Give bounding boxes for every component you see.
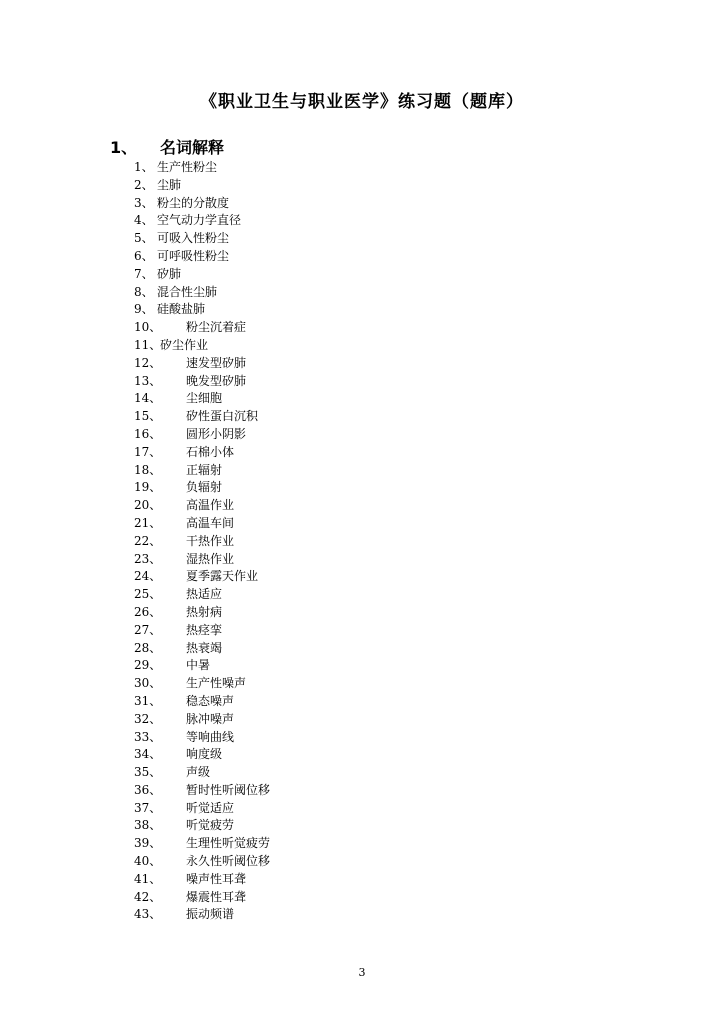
item-label: 热衰竭 bbox=[186, 640, 223, 655]
item-number: 19、 bbox=[134, 480, 162, 495]
list-item bbox=[0, 248, 724, 266]
item-label: 圆形小阴影 bbox=[186, 426, 247, 441]
item-number: 7、 bbox=[134, 266, 154, 281]
list-item bbox=[0, 426, 724, 444]
item-label: 可呼吸性粉尘 bbox=[157, 248, 230, 263]
item-number: 35、 bbox=[134, 765, 162, 780]
list-item bbox=[0, 551, 724, 569]
list-item bbox=[0, 711, 724, 729]
item-number: 26、 bbox=[134, 604, 162, 619]
item-label: 生产性粉尘 bbox=[157, 160, 218, 174]
list-item bbox=[0, 817, 724, 835]
list-item bbox=[0, 800, 724, 818]
item-number: 38、 bbox=[134, 818, 162, 833]
list-item bbox=[0, 586, 724, 604]
list-item bbox=[0, 212, 724, 230]
item-number: 30、 bbox=[134, 676, 162, 691]
item-number: 42、 bbox=[134, 889, 162, 904]
item-label: 粉尘的分散度 bbox=[157, 195, 230, 210]
item-label: 湿热作业 bbox=[186, 551, 235, 566]
item-number: 40、 bbox=[134, 854, 162, 869]
item-label: 干热作业 bbox=[186, 533, 235, 548]
item-number: 32、 bbox=[134, 711, 162, 726]
item-number: 22、 bbox=[134, 533, 162, 548]
item-number: 33、 bbox=[134, 729, 162, 744]
item-label: 负辐射 bbox=[186, 480, 223, 495]
list-item bbox=[0, 515, 724, 533]
list-item bbox=[0, 640, 724, 658]
item-label: 脉冲噪声 bbox=[186, 711, 235, 726]
item-label: 混合性尘肺 bbox=[157, 284, 218, 299]
list-item bbox=[0, 444, 724, 462]
item-label: 听觉适应 bbox=[186, 800, 235, 815]
item-label: 速发型矽肺 bbox=[186, 355, 247, 370]
document-title: 《职业卫生与职业医学》练习题（题库） bbox=[200, 92, 524, 112]
list-item bbox=[0, 835, 724, 853]
section-number: 1、 bbox=[110, 138, 138, 157]
list-item bbox=[0, 568, 724, 586]
item-number: 21、 bbox=[134, 515, 162, 530]
section-heading bbox=[110, 137, 224, 159]
item-label: 爆震性耳聋 bbox=[186, 889, 247, 904]
list-item bbox=[0, 390, 724, 408]
item-number: 15、 bbox=[134, 409, 162, 424]
list-item bbox=[0, 408, 724, 426]
item-label: 噪声性耳聋 bbox=[186, 871, 247, 886]
list-item bbox=[0, 622, 724, 640]
item-number: 17、 bbox=[134, 444, 162, 459]
item-number: 34、 bbox=[134, 747, 162, 762]
item-label: 粉尘沉着症 bbox=[186, 320, 247, 335]
list-item bbox=[0, 693, 724, 711]
list-item bbox=[0, 462, 724, 480]
item-label: 稳态噪声 bbox=[186, 693, 235, 708]
list-item bbox=[0, 195, 724, 213]
list-item bbox=[0, 657, 724, 675]
item-label: 生理性听觉疲劳 bbox=[186, 836, 271, 851]
item-number: 11、 bbox=[134, 337, 162, 352]
list-item bbox=[0, 266, 724, 284]
item-number: 27、 bbox=[134, 622, 162, 637]
item-label: 热痉挛 bbox=[186, 622, 223, 637]
list-item bbox=[0, 301, 724, 319]
list-item bbox=[0, 373, 724, 391]
item-label: 尘细胞 bbox=[186, 391, 223, 406]
item-number: 16、 bbox=[134, 426, 162, 441]
item-number: 2、 bbox=[134, 177, 154, 192]
item-label: 永久性听阈位移 bbox=[186, 854, 271, 869]
list-item bbox=[0, 497, 724, 515]
item-number: 14、 bbox=[134, 391, 162, 406]
list-item bbox=[0, 230, 724, 248]
item-label: 等响曲线 bbox=[186, 729, 235, 744]
list-item bbox=[0, 159, 724, 177]
list-item bbox=[0, 746, 724, 764]
list-item bbox=[0, 853, 724, 871]
item-number: 29、 bbox=[134, 658, 162, 673]
item-label: 中暑 bbox=[186, 658, 211, 673]
item-number: 9、 bbox=[134, 302, 154, 317]
list-item bbox=[0, 675, 724, 693]
item-number: 24、 bbox=[134, 569, 162, 584]
item-label: 矽性蛋白沉积 bbox=[186, 409, 259, 424]
list-item bbox=[0, 871, 724, 889]
term-list bbox=[0, 159, 724, 924]
item-label: 晚发型矽肺 bbox=[186, 373, 247, 388]
item-number: 4、 bbox=[134, 213, 154, 228]
item-number: 10、 bbox=[134, 320, 162, 335]
item-number: 1、 bbox=[134, 160, 154, 174]
page-number: 3 bbox=[358, 966, 366, 979]
item-number: 3、 bbox=[134, 195, 154, 210]
item-number: 41、 bbox=[134, 871, 162, 886]
item-label: 高温作业 bbox=[186, 498, 235, 513]
item-label: 响度级 bbox=[186, 747, 223, 762]
item-number: 6、 bbox=[134, 248, 154, 263]
item-number: 37、 bbox=[134, 800, 162, 815]
list-item bbox=[0, 177, 724, 195]
item-label: 高温车间 bbox=[186, 515, 235, 530]
list-item bbox=[0, 533, 724, 551]
item-label: 石棉小体 bbox=[186, 444, 235, 459]
item-label: 声级 bbox=[186, 765, 211, 780]
list-item bbox=[0, 604, 724, 622]
item-number: 12、 bbox=[134, 355, 162, 370]
item-number: 43、 bbox=[134, 907, 162, 922]
item-label: 热射病 bbox=[186, 604, 223, 619]
item-number: 31、 bbox=[134, 693, 162, 708]
item-number: 39、 bbox=[134, 836, 162, 851]
item-label: 正辐射 bbox=[186, 462, 223, 477]
list-item bbox=[0, 764, 724, 782]
item-label: 空气动力学直径 bbox=[157, 213, 242, 228]
item-label: 硅酸盐肺 bbox=[157, 302, 206, 317]
list-item bbox=[0, 479, 724, 497]
list-item bbox=[0, 729, 724, 747]
section-title: 名词解释 bbox=[160, 138, 225, 157]
item-number: 25、 bbox=[134, 587, 162, 602]
list-item bbox=[0, 337, 724, 355]
item-label: 夏季露天作业 bbox=[186, 569, 259, 584]
item-number: 28、 bbox=[134, 640, 162, 655]
item-label: 热适应 bbox=[186, 587, 223, 602]
item-number: 18、 bbox=[134, 462, 162, 477]
list-item bbox=[0, 906, 724, 924]
item-number: 23、 bbox=[134, 551, 162, 566]
item-label: 听觉疲劳 bbox=[186, 818, 235, 833]
item-label: 生产性噪声 bbox=[186, 676, 247, 691]
item-number: 13、 bbox=[134, 373, 162, 388]
item-number: 36、 bbox=[134, 782, 162, 797]
item-label: 矽尘作业 bbox=[160, 337, 209, 352]
list-item bbox=[0, 782, 724, 800]
item-label: 可吸入性粉尘 bbox=[157, 231, 230, 246]
list-item bbox=[0, 889, 724, 907]
item-label: 尘肺 bbox=[157, 177, 182, 192]
item-number: 5、 bbox=[134, 231, 154, 246]
list-item bbox=[0, 355, 724, 373]
item-number: 20、 bbox=[134, 498, 162, 513]
item-label: 振动频谱 bbox=[186, 907, 235, 922]
list-item bbox=[0, 319, 724, 337]
list-item bbox=[0, 284, 724, 302]
item-number: 8、 bbox=[134, 284, 154, 299]
item-label: 矽肺 bbox=[157, 266, 182, 281]
item-label: 暂时性听阈位移 bbox=[186, 782, 271, 797]
